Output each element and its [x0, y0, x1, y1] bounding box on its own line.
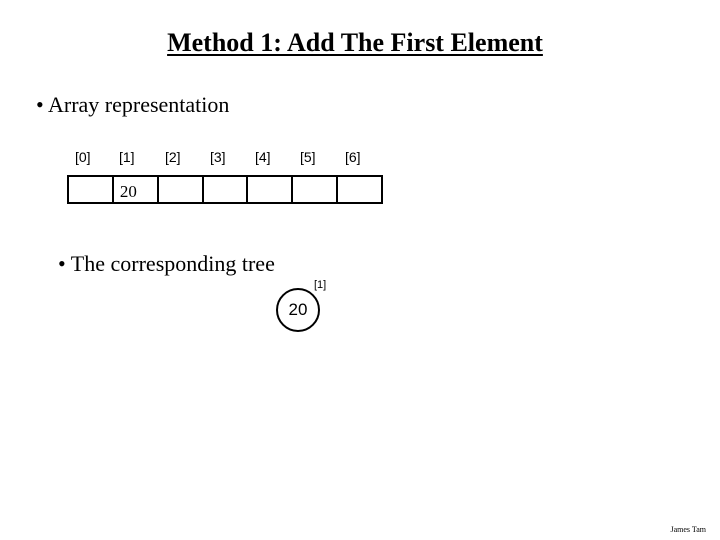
- footer-author: James Tam: [670, 525, 706, 534]
- array-index-label: [3]: [210, 149, 226, 165]
- array-cell: [202, 177, 247, 202]
- array-table: [67, 175, 383, 204]
- array-index-label: [4]: [255, 149, 271, 165]
- array-cell: [291, 177, 336, 202]
- slide-title: Method 1: Add The First Element: [167, 28, 543, 57]
- array-cell: [246, 177, 291, 202]
- array-index-label: [6]: [345, 149, 361, 165]
- array-cell-value: 20: [119, 182, 137, 201]
- tree-node-index: [1]: [314, 279, 327, 291]
- bullet-array-representation: • Array representation: [36, 92, 230, 117]
- array-cell: [112, 177, 157, 202]
- array-cell: [69, 177, 112, 202]
- array-index-label: [1]: [119, 149, 135, 165]
- array-cell: [157, 177, 202, 202]
- array-index-label: [5]: [300, 149, 316, 165]
- array-index-label: [2]: [165, 149, 181, 165]
- tree-root-node: [276, 288, 320, 332]
- array-cell: [336, 177, 381, 202]
- tree-node-value: 20: [288, 300, 308, 319]
- array-index-label: [0]: [75, 149, 91, 165]
- bullet-corresponding-tree: • The corresponding tree: [58, 251, 275, 276]
